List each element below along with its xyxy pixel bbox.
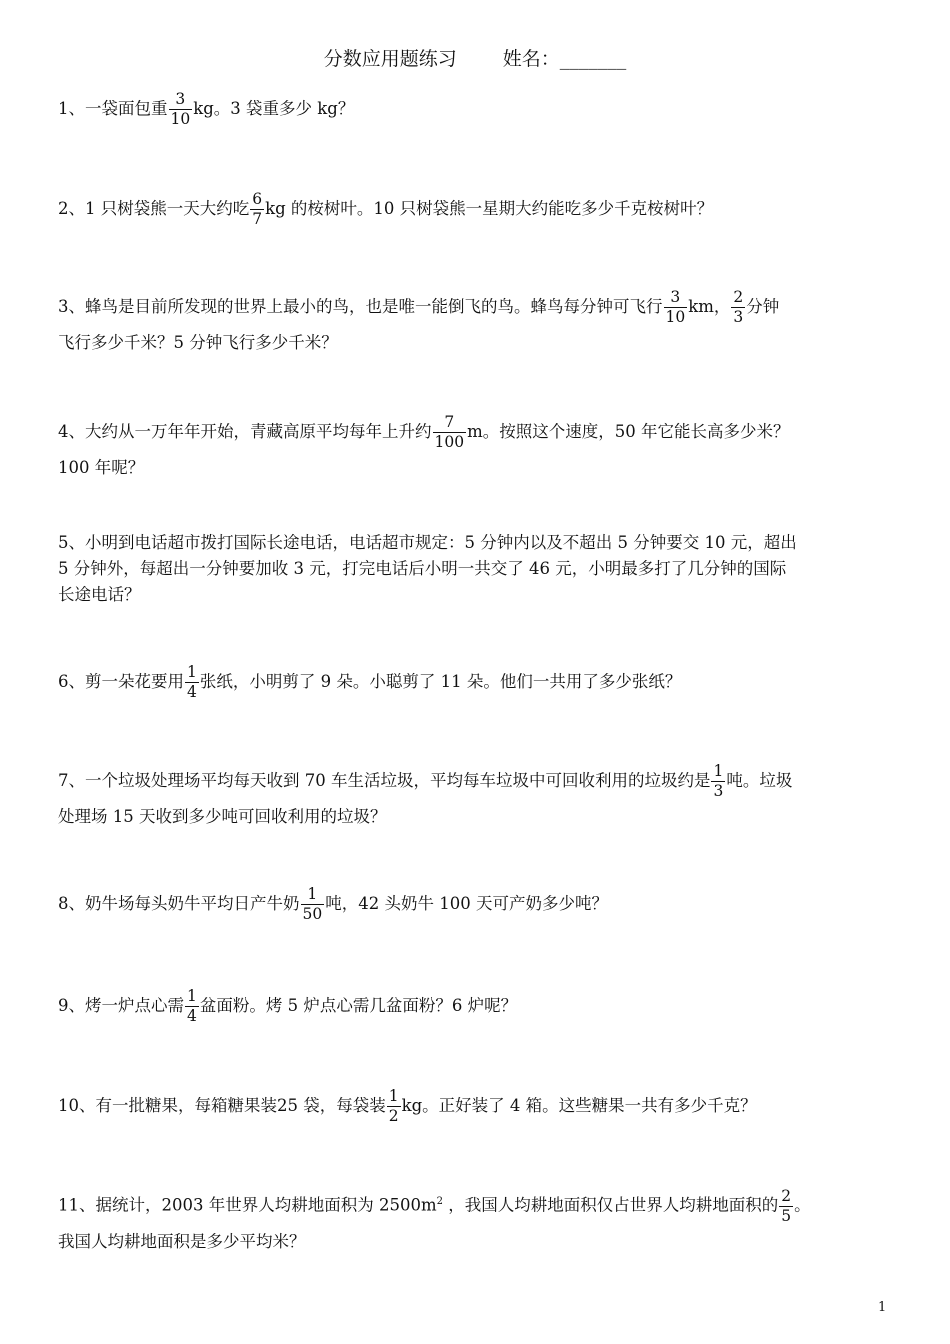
question-text: 9、烤一炉点心需	[58, 996, 184, 1015]
question-text: 张纸，小明剪了 9 朵。小聪剪了 11 朵。他们一共用了多少张纸？	[199, 672, 682, 691]
fraction: $\frac{1}{2}$	[388, 1087, 399, 1125]
page-number: 1	[878, 1300, 887, 1315]
fraction: $\frac{2}{5}$	[781, 1186, 792, 1225]
question-text: 11、据统计，2003 年世界人均耕地面积为 2500m	[58, 1195, 437, 1215]
question-text: km，	[688, 297, 731, 316]
question-text: 盆面粉。烤 5 炉点心需几盆面粉？6 炉呢？	[199, 996, 518, 1015]
question-3	[58, 288, 893, 359]
question-4	[58, 413, 893, 484]
question-text: 吨。垃圾	[726, 771, 793, 790]
fraction: $\frac{1}{50}$	[302, 885, 323, 923]
question-text: 。	[794, 1195, 811, 1215]
question-text: kg 的桉树叶。10 只树袋熊一星期大约能吃多少千克桉树叶？	[265, 199, 714, 218]
fraction: $\frac{2}{3}$	[733, 288, 744, 326]
question-8	[58, 885, 893, 924]
question-text: 5 分钟外，每超出一分钟要加收 3 元，打完电话后小明一共交了 46 元，小明最多打了几分钟的国际	[58, 559, 787, 578]
question-text: 4、大约从一万年年开始，青藏高原平均每年上升约	[58, 422, 432, 441]
name-field-label: 姓名：_______	[502, 48, 627, 70]
fraction: $\frac{6}{7}$	[252, 190, 263, 228]
question-text: m。按照这个速度，50 年它能长高多少米？	[467, 422, 790, 441]
question-text: 分钟	[746, 297, 780, 316]
question-5	[58, 530, 893, 608]
question-text: 3、蜂鸟是目前所发现的世界上最小的鸟，也是唯一能倒飞的鸟。蜂鸟每分钟可飞行	[58, 297, 663, 316]
page-title	[0, 44, 950, 71]
question-text: 8、奶牛场每头奶牛平均日产牛奶	[58, 894, 300, 913]
question-text: 5、小明到电话超市拨打国际长途电话，电话超市规定：5 分钟内以及不超出 5 分钟要交 10 元，超出	[58, 533, 797, 552]
superscript: 2	[436, 1196, 443, 1207]
question-6	[58, 663, 893, 702]
question-2	[58, 190, 893, 229]
question-text: 飞行多少千米？5 分钟飞行多少千米？	[58, 333, 338, 352]
question-10	[58, 1087, 893, 1126]
question-text: 10、有一批糖果，每箱糖果装25 袋，每袋装	[58, 1096, 386, 1115]
fraction: $\frac{3}{10}$	[170, 90, 191, 128]
fraction: $\frac{7}{100}$	[434, 413, 465, 451]
question-1	[58, 90, 893, 129]
fraction: $\frac{1}{4}$	[187, 663, 197, 701]
question-text: 我国人均耕地面积是多少平均米？	[58, 1231, 306, 1251]
question-text: 处理场 15 天收到多少吨可回收利用的垃圾？	[58, 807, 387, 826]
question-11	[58, 1186, 918, 1258]
question-9	[58, 987, 893, 1026]
question-text: 吨，42 头奶牛 100 天可产奶多少吨？	[325, 894, 608, 913]
question-text: 长途电话？	[58, 585, 141, 604]
question-text: ，我国人均耕地面积仅占世界人均耕地面积的	[443, 1195, 779, 1215]
fraction: $\frac{1}{4}$	[187, 987, 197, 1025]
question-text: 2、1 只树袋熊一天大约吃	[58, 199, 250, 218]
question-text: 100 年呢？	[58, 458, 145, 477]
question-text: kg。正好装了 4 箱。这些糖果一共有多少千克？	[401, 1096, 757, 1115]
worksheet-title: 分数应用题练习	[323, 48, 457, 70]
question-text: kg。3 袋重多少 kg？	[193, 99, 355, 118]
fraction: $\frac{1}{3}$	[713, 762, 724, 800]
question-text: 6、剪一朵花要用	[58, 672, 184, 691]
fraction: $\frac{3}{10}$	[665, 288, 686, 326]
question-7	[58, 762, 893, 833]
question-text: 7、一个垃圾处理场平均每天收到 70 车生活垃圾，平均每车垃圾中可回收利用的垃圾约是	[58, 771, 711, 790]
question-text: 1、一袋面包重	[58, 99, 168, 118]
